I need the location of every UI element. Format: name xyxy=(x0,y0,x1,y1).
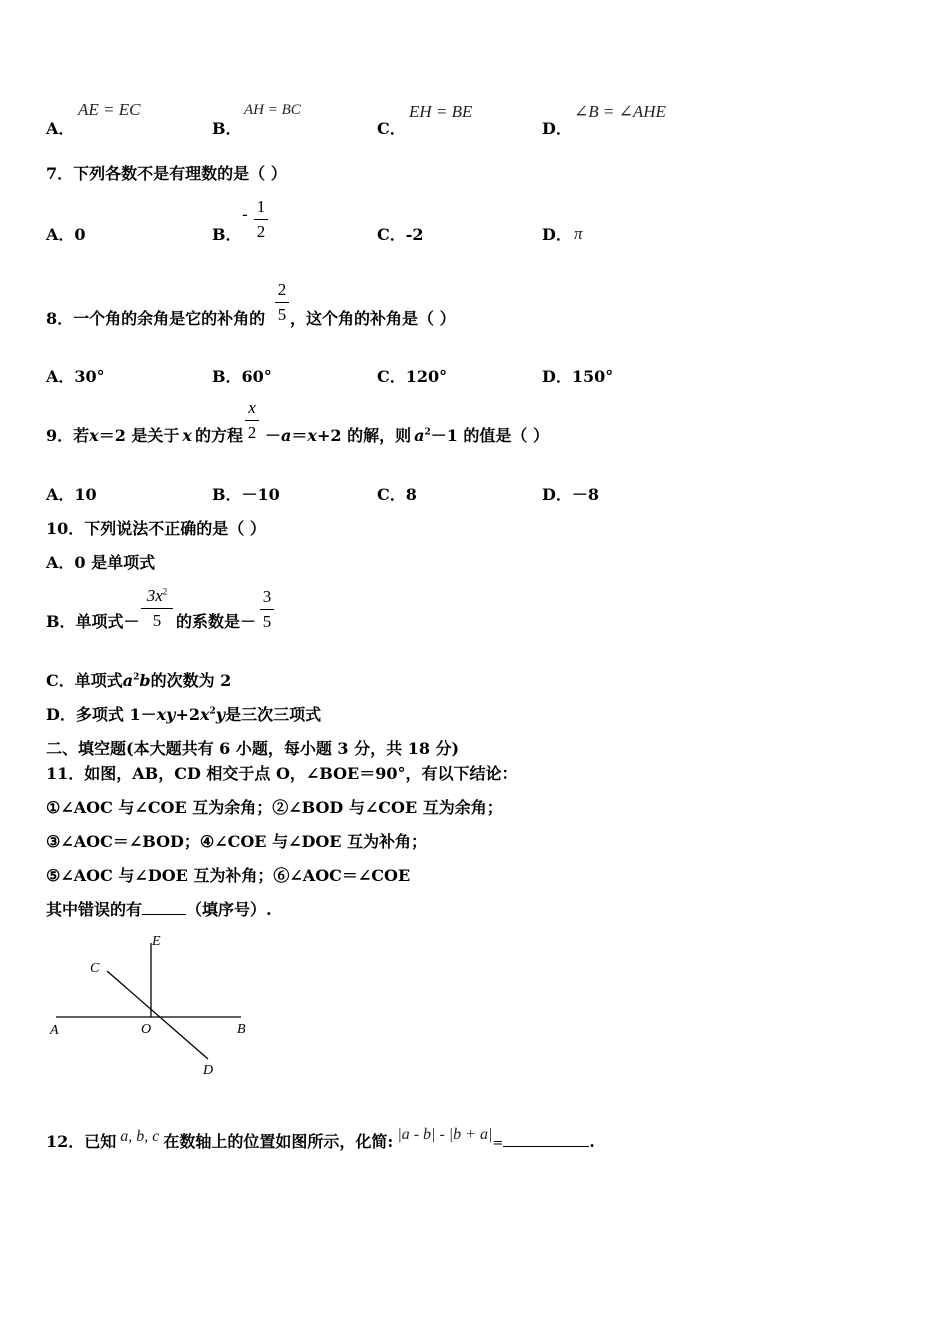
q11-statements-3: ⑤∠AOC 与∠DOE 互为补角；⑥∠AOC＝∠COE xyxy=(46,866,411,885)
q7-option-b-letter: B． xyxy=(212,225,242,244)
fraction-bar xyxy=(141,608,173,609)
q9-option-a: A．10 xyxy=(46,485,97,504)
section-heading: 二、填空题(本大题共有 6 小题，每小题 3 分，共 18 分) xyxy=(46,739,460,758)
option-letter: B． xyxy=(212,119,242,138)
q7-stem: 7．下列各数不是有理数的是（ ） xyxy=(46,164,287,183)
q9-option-c: C．8 xyxy=(377,485,417,504)
option-letter: C． xyxy=(377,119,406,138)
q11-question-end: （填序号）. xyxy=(186,900,272,919)
q9-stem xyxy=(46,423,243,446)
fraction-denominator: 5 xyxy=(277,305,287,324)
q10-option-c-part: 的次数为 2 xyxy=(150,671,232,690)
q10-option-d-part: +2 xyxy=(175,705,200,724)
q11-question-start: 其中错误的有 xyxy=(46,900,143,919)
q10-option-a: A．0 是单项式 xyxy=(46,553,156,572)
q8-stem-end: ，这个角的补角是（ ） xyxy=(290,309,456,328)
q9-part: －1 的值是（ ） xyxy=(430,426,549,445)
q10-option-b-middle: 的系数是－ xyxy=(176,612,257,631)
q11-figure xyxy=(40,925,270,1085)
point-label-c: C xyxy=(90,961,100,976)
q10-option-d-var: y xyxy=(215,705,226,724)
q8-fraction xyxy=(275,280,289,325)
q11-stem: 11．如图，AB，CD 相交于点 O，∠BOE＝90°，有以下结论： xyxy=(46,764,518,783)
q7-option-d-letter: D． xyxy=(542,225,572,244)
q12-part: 在数轴上的位置如图所示，化简: xyxy=(163,1132,394,1151)
q9-stem-end xyxy=(265,423,549,446)
fraction-bar xyxy=(275,302,289,303)
q8-option-b: B．60° xyxy=(212,367,272,386)
q6-option-b xyxy=(212,100,362,138)
q9-option-b: B．－10 xyxy=(212,485,280,504)
fraction-bar xyxy=(254,219,268,220)
q12-expression: |a - b| - |b + a| xyxy=(397,1126,493,1143)
q7-option-d-value: π xyxy=(574,224,583,243)
q10-option-c-var: a xyxy=(122,671,134,690)
q8-option-d: D．150° xyxy=(542,367,614,386)
q11-statements-1: ①∠AOC 与∠COE 互为余角；②∠BOD 与∠COE 互为余角； xyxy=(46,798,503,817)
answer-blank[interactable] xyxy=(142,900,186,915)
q9-var-a: a xyxy=(414,426,425,445)
q10-option-c-part: C．单项式 xyxy=(46,671,123,690)
q9-part: 的方程 xyxy=(194,426,243,445)
q9-part: ＝ xyxy=(291,426,308,445)
fraction-bar xyxy=(260,609,274,610)
fraction-denominator: 5 xyxy=(262,612,272,631)
option-expr: EH = BE xyxy=(409,102,473,121)
fraction-bar xyxy=(245,420,259,421)
fraction-numerator xyxy=(141,586,173,606)
q11-question xyxy=(46,897,272,920)
q12-end: . xyxy=(589,1132,595,1151)
q6-option-a xyxy=(46,100,196,138)
q10-option-d-exponent: 2 xyxy=(209,706,216,717)
q8-option-c: C．120° xyxy=(377,367,448,386)
point-label-d: D xyxy=(203,1063,214,1078)
fraction-denominator: 2 xyxy=(256,222,266,241)
q10-stem: 10．下列说法不正确的是（ ） xyxy=(46,519,266,538)
q10-option-d-part: D．多项式 1－ xyxy=(46,705,157,724)
q10-option-c xyxy=(46,668,231,691)
fraction-numerator: 3 xyxy=(262,587,272,606)
q8-option-a: A．30° xyxy=(46,367,105,386)
q8-stem-start: 8．一个角的余角是它的补角的 xyxy=(46,309,266,328)
q10-option-c-var: b xyxy=(139,671,151,690)
q9-part: 9．若 xyxy=(46,426,90,445)
q9-var-x: x xyxy=(89,426,99,445)
q12-part: 12．已知 xyxy=(46,1132,117,1151)
q11-statements-2: ③∠AOC＝∠BOD；④∠COE 与∠DOE 互为补角； xyxy=(46,832,428,851)
q9-part: － xyxy=(265,426,282,445)
fraction-denominator: 2 xyxy=(247,423,257,442)
q6-option-c xyxy=(377,100,527,138)
q7-option-a: A．0 xyxy=(46,225,86,244)
q7-option-b-sign: - xyxy=(242,205,248,225)
option-expr: AH = BC xyxy=(244,102,301,118)
q9-var-a: a xyxy=(281,426,292,445)
point-label-e: E xyxy=(152,934,161,949)
line-cd xyxy=(107,971,208,1059)
fraction-numerator: 2 xyxy=(277,280,287,299)
q9-option-d: D．－8 xyxy=(542,485,600,504)
q10-option-b-fraction-1 xyxy=(141,586,173,631)
q12-equals: = xyxy=(492,1136,504,1151)
q7-option-b-fraction xyxy=(254,197,268,242)
option-letter: D． xyxy=(542,119,572,138)
q9-var-x: x xyxy=(182,426,192,445)
q9-exponent: 2 xyxy=(424,427,431,438)
q9-var-x: x xyxy=(307,426,317,445)
q10-option-d xyxy=(46,702,321,725)
q12-stem xyxy=(46,1126,595,1152)
point-label-o: O xyxy=(141,1022,152,1037)
q9-part: +2 的解，则 xyxy=(316,426,412,445)
fraction-numerator: 1 xyxy=(256,197,266,216)
q12-vars: a, b, c xyxy=(120,1128,160,1145)
q10-option-b-fraction-2 xyxy=(260,587,274,632)
fraction-denominator: 5 xyxy=(152,611,162,630)
q6-option-d xyxy=(542,100,722,138)
q9-part: ＝2 是关于 xyxy=(98,426,180,445)
point-label-b: B xyxy=(237,1022,246,1037)
fraction-numerator: x xyxy=(248,398,256,417)
q10-option-c-exponent: 2 xyxy=(133,672,140,683)
q7-option-c: C．-2 xyxy=(377,225,424,244)
option-letter: A． xyxy=(46,119,75,138)
answer-blank[interactable] xyxy=(503,1132,589,1147)
option-expr: ∠B = ∠AHE xyxy=(574,102,666,121)
option-expr: AE = EC xyxy=(78,100,141,119)
q9-fraction xyxy=(245,398,259,443)
fraction-numerator-exponent: 2 xyxy=(162,586,168,597)
point-label-a: A xyxy=(50,1023,59,1038)
fraction-numerator-text: 3x xyxy=(146,586,163,605)
q10-option-d-part: 是三次三项式 xyxy=(225,705,322,724)
q10-option-d-var: x xyxy=(199,705,210,724)
q10-option-b-start: B．单项式－ xyxy=(46,612,140,631)
q10-option-d-var: xy xyxy=(156,705,176,724)
